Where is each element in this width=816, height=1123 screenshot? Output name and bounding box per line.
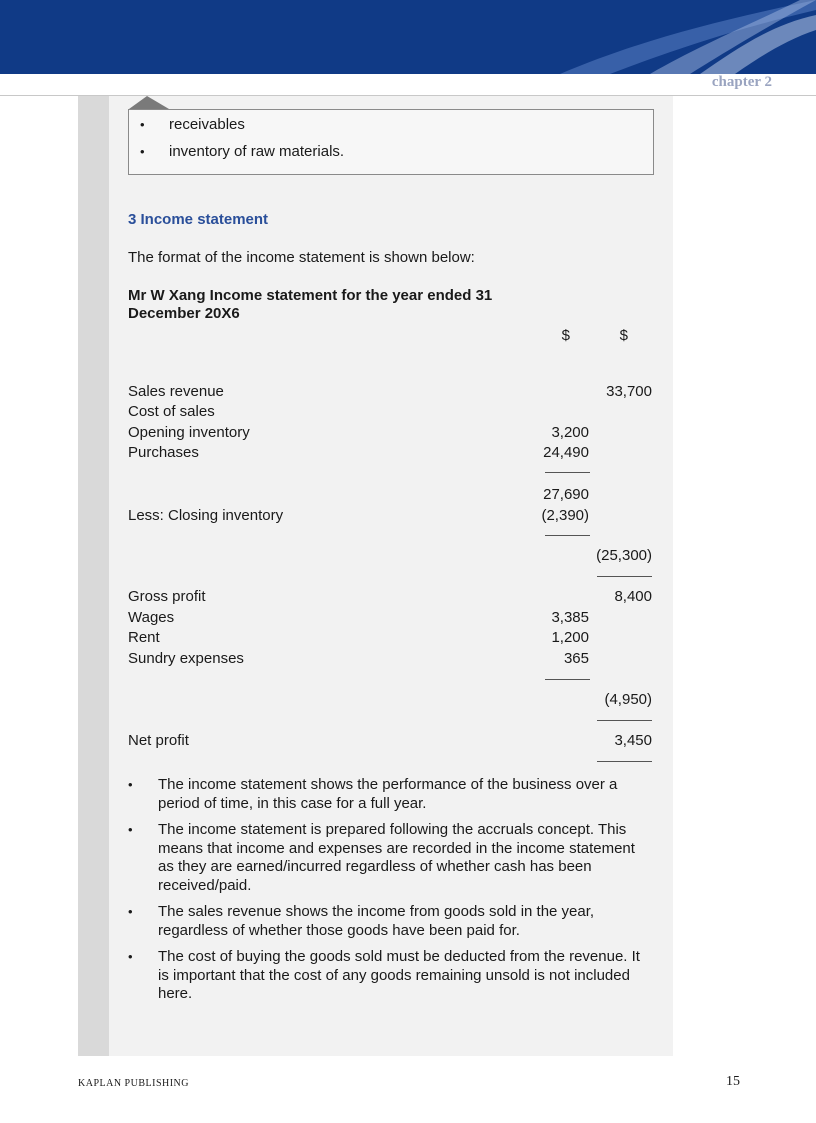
value-sundry-expenses: 365 (563, 650, 589, 667)
row-label-gross-profit: Gross profit (128, 588, 206, 605)
subtotal-rule (545, 535, 590, 536)
list-item: • The income statement shows the performance of the business over a period of time, in this case for a full year. (128, 776, 648, 813)
row-label-rent: Rent (128, 629, 160, 646)
left-margin-column (78, 96, 109, 1056)
list-item: • The income statement is prepared following the accruals concept. This means that income and expenses are recorded in the income statement as they are earned/incurred regardless of whether cash has been received/paid. (128, 821, 648, 895)
row-label-sales-revenue: Sales revenue (128, 383, 224, 400)
box-tab-arrow (129, 95, 169, 110)
value-subtotal: 27,690 (543, 486, 589, 503)
intro-paragraph: The format of the income statement is shown below: (128, 249, 475, 266)
value-sales-revenue: 33,700 (606, 383, 652, 400)
chapter-label: chapter 2 (711, 74, 772, 90)
row-label-cost-of-sales: Cost of sales (128, 403, 215, 420)
section-heading: 3 Income statement (128, 211, 269, 228)
column-header-2: $ (619, 327, 628, 344)
subtotal-rule (545, 472, 590, 473)
list-item: • inventory of raw materials. (169, 143, 344, 160)
value-closing-inventory: (2,390) (541, 507, 589, 524)
column-header-1: $ (561, 327, 570, 344)
row-label-closing-inventory: Less: Closing inventory (128, 507, 284, 524)
total-rule (597, 576, 652, 577)
value-cost-of-sales-total: (25,300) (596, 547, 652, 564)
total-rule (597, 761, 652, 762)
continued-list-box (128, 109, 654, 175)
list-item: • The cost of buying the goods sold must be deducted from the revenue. It is important that the cost of any goods remaining unsold is not included here. (128, 948, 648, 1004)
value-rent: 1,200 (551, 629, 589, 646)
header-banner (0, 0, 816, 74)
value-opening-inventory: 3,200 (551, 424, 589, 441)
list-item: • The sales revenue shows the income from goods sold in the year, regardless of whether those goods have been paid for. (128, 903, 648, 940)
value-expenses-total: (4,950) (604, 691, 652, 708)
value-purchases: 24,490 (543, 444, 589, 461)
subtotal-rule (545, 679, 590, 680)
banner-swoosh-graphic (0, 0, 816, 74)
value-wages: 3,385 (551, 609, 589, 626)
row-label-purchases: Purchases (128, 444, 199, 461)
row-label-net-profit: Net profit (128, 732, 189, 749)
page-number: 15 (726, 1074, 740, 1089)
value-gross-profit: 8,400 (614, 588, 652, 605)
statement-title: Mr W Xang Income statement for the year ended 31 December 20X6 (128, 287, 493, 322)
list-item: • receivables (169, 116, 245, 133)
row-label-sundry-expenses: Sundry expenses (128, 650, 244, 667)
total-rule (597, 720, 652, 721)
row-label-wages: Wages (128, 609, 175, 626)
publisher-label: KAPLAN PUBLISHING (78, 1078, 190, 1089)
value-net-profit: 3,450 (614, 732, 652, 749)
row-label-opening-inventory: Opening inventory (128, 424, 250, 441)
notes-bullet-list (128, 776, 648, 1012)
